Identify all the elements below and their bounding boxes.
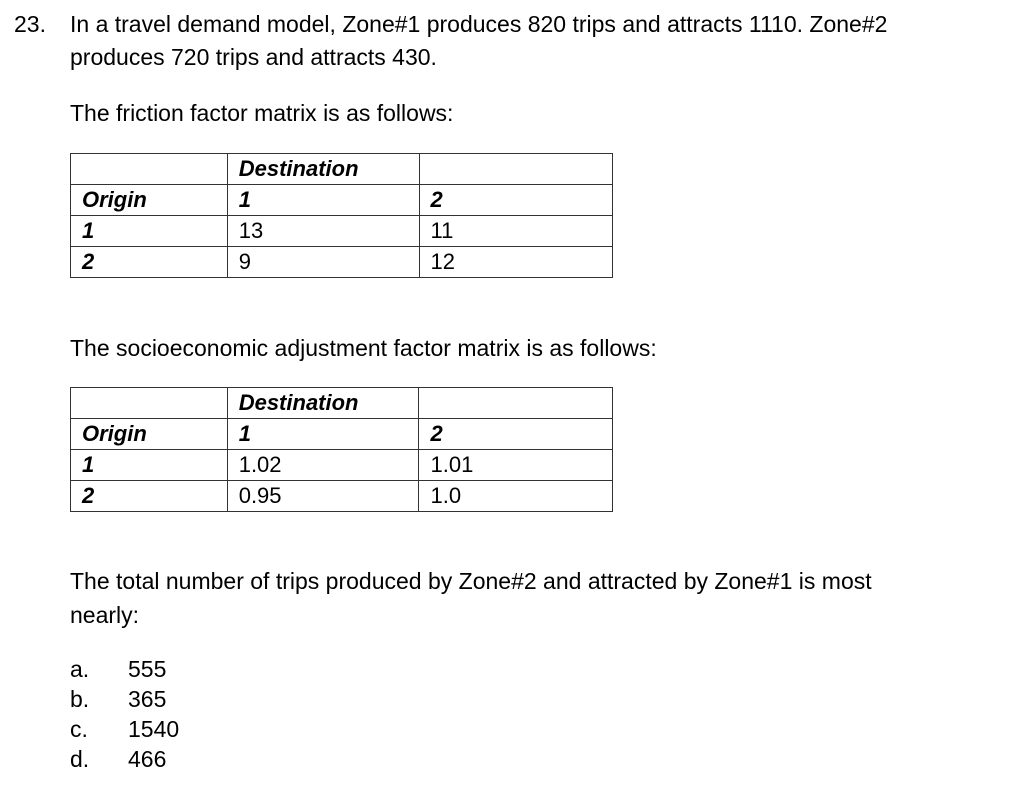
table-cell	[71, 154, 228, 185]
socioeconomic-factor-table	[70, 387, 613, 512]
origin-header: Origin	[71, 185, 228, 216]
table-row	[71, 481, 613, 512]
prompt-line-1: The total number of trips produced by Zone#2 and attracted by Zone#1 is most	[70, 568, 872, 594]
question-line-1: In a travel demand model, Zone#1 produces 820 trips and attracts 1110. Zone#2	[70, 11, 888, 37]
option-letter: c.	[70, 716, 88, 742]
table-cell	[419, 154, 612, 185]
table-cell: 0.95	[227, 481, 419, 512]
dest-col-header: 1	[227, 419, 419, 450]
table-row	[71, 216, 613, 247]
origin-row-label: 1	[71, 216, 228, 247]
table-cell	[419, 388, 613, 419]
table-cell: 9	[227, 247, 419, 278]
option-value: 466	[128, 746, 167, 772]
table-row	[71, 247, 613, 278]
table-cell: 13	[227, 216, 419, 247]
destination-header: Destination	[227, 388, 419, 419]
dest-col-header: 2	[419, 419, 613, 450]
question-line-2: produces 720 trips and attracts 430.	[70, 44, 437, 70]
table-row	[71, 419, 613, 450]
destination-header: Destination	[227, 154, 419, 185]
socio-intro: The socioeconomic adjustment factor matrix is as follows:	[70, 335, 657, 361]
table-cell	[71, 388, 228, 419]
friction-intro: The friction factor matrix is as follows:	[70, 100, 454, 126]
table-cell: 1.01	[419, 450, 613, 481]
option-value: 1540	[128, 716, 180, 742]
origin-header: Origin	[71, 419, 228, 450]
dest-col-header: 2	[419, 185, 612, 216]
table-cell: 1.02	[227, 450, 419, 481]
origin-row-label: 2	[71, 481, 228, 512]
friction-factor-table	[70, 153, 613, 278]
option-letter: b.	[70, 686, 90, 712]
origin-row-label: 1	[71, 450, 228, 481]
table-cell: 1.0	[419, 481, 613, 512]
question-number: 23.	[14, 11, 46, 37]
table-cell: 11	[419, 216, 612, 247]
origin-row-label: 2	[71, 247, 228, 278]
option-value: 365	[128, 686, 167, 712]
option-letter: a.	[70, 656, 90, 682]
prompt-line-2: nearly:	[70, 602, 140, 628]
table-row	[71, 154, 613, 185]
option-letter: d.	[70, 746, 90, 772]
table-cell: 12	[419, 247, 612, 278]
table-row	[71, 450, 613, 481]
option-value: 555	[128, 656, 167, 682]
table-row	[71, 388, 613, 419]
table-row	[71, 185, 613, 216]
dest-col-header: 1	[227, 185, 419, 216]
